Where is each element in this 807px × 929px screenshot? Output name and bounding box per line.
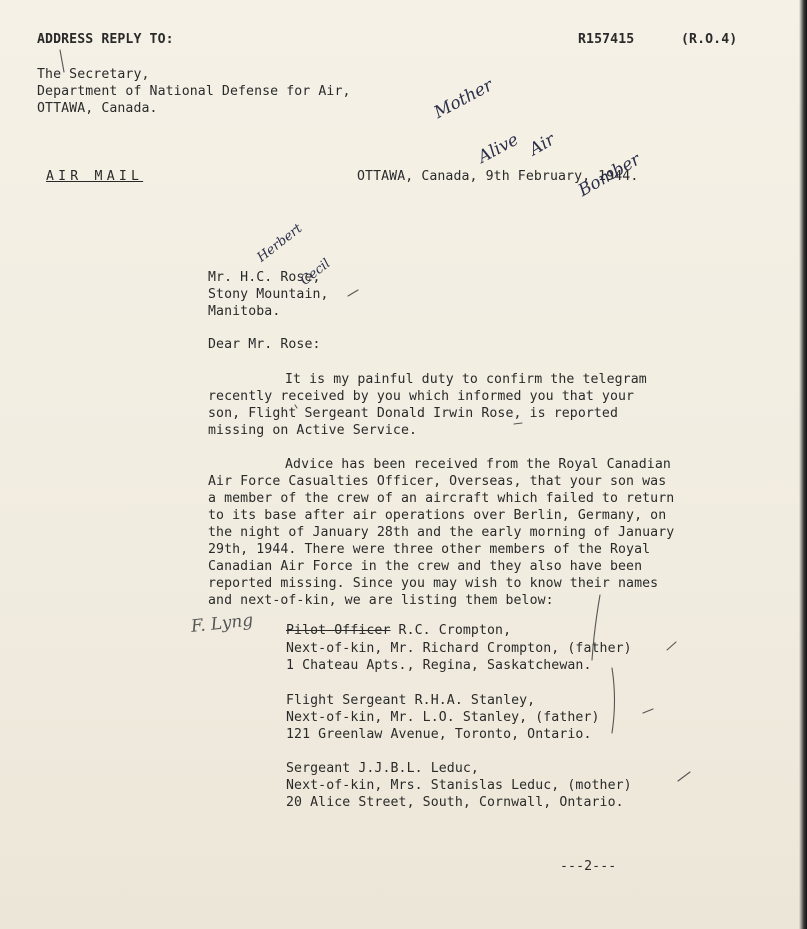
salutation: Dear Mr. Rose: <box>208 337 321 352</box>
recipient-line-3: Manitoba. <box>208 304 281 319</box>
crew2-name: Flight Sergeant R.H.A. Stanley, <box>286 693 536 708</box>
para2-line-5: the night of January 28th and the early morning of January <box>208 525 675 540</box>
crew2-address: 121 Greenlaw Avenue, Toronto, Ontario. <box>286 727 592 742</box>
para1-line-4: missing on Active Service. <box>208 423 418 438</box>
handwriting-alive: Alive <box>474 129 523 168</box>
handwriting-bomber: Bomber <box>575 149 644 201</box>
handwriting-air: Air <box>526 129 559 160</box>
handwriting-cecil: Cecil <box>297 256 334 289</box>
recipient-line-1: Mr. H.C. Rose, <box>208 270 321 285</box>
page-number: ---2--- <box>560 859 617 874</box>
para2-line-2: Air Force Casualties Officer, Overseas, that your son was <box>208 474 667 489</box>
crew1-name-text: R.C. Crompton, <box>390 623 512 638</box>
crew1-rank-struck: Pilot Officer <box>286 623 391 638</box>
recipient-line-2: Stony Mountain, <box>208 287 329 302</box>
handwriting-herbert: Herbert <box>254 221 306 266</box>
crew3-address: 20 Alice Street, South, Cornwall, Ontario. <box>286 795 624 810</box>
para2-line-3: a member of the crew of an aircraft which failed to return <box>208 491 675 506</box>
para2-line-8: reported missing. Since you may wish to know their names <box>208 576 659 591</box>
crew1-kin: Next-of-kin, Mr. Richard Crompton, (father) <box>286 641 632 656</box>
crew2-kin: Next-of-kin, Mr. L.O. Stanley, (father) <box>286 710 600 725</box>
scan-edge <box>799 0 807 929</box>
air-mail-label: AIR MAIL <box>46 169 144 184</box>
crew3-name: Sergeant J.J.B.L. Leduc, <box>286 761 479 776</box>
para1-line-3: son, Flight Sergeant Donald Irwin Rose, is reported <box>208 406 619 421</box>
reference-number: R157415 <box>578 32 635 47</box>
sender-line-2: Department of National Defense for Air, <box>37 84 351 99</box>
date-line: OTTAWA, Canada, 9th February, 1944. <box>357 169 639 184</box>
para2-line-9: and next-of-kin, we are listing them below: <box>208 593 554 608</box>
handwriting-mother: Mother <box>430 75 497 123</box>
para2-line-6: 29th, 1944. There were three other members of the Royal <box>208 542 651 557</box>
para2-line-7: Canadian Air Force in the crew and they also have been <box>208 559 643 574</box>
form-code: (R.O.4) <box>681 32 738 47</box>
crew1-address: 1 Chateau Apts., Regina, Saskatchewan. <box>286 658 592 673</box>
para2-line-4: to its base after air operations over Berlin, Germany, on <box>208 508 667 523</box>
sender-line-3: OTTAWA, Canada. <box>37 101 158 116</box>
address-reply-label: ADDRESS REPLY TO: <box>37 32 174 47</box>
para1-line-2: recently received by you which informed you that your <box>208 389 635 404</box>
sender-line-1: The Secretary, <box>37 67 150 82</box>
crew3-kin: Next-of-kin, Mrs. Stanislas Leduc, (mother) <box>286 778 632 793</box>
handwriting-margin-rank: F. Lyng <box>190 610 255 637</box>
para1-line-1: It is my painful duty to confirm the telegram <box>285 372 647 387</box>
para2-line-1: Advice has been received from the Royal Canadian <box>285 457 671 472</box>
